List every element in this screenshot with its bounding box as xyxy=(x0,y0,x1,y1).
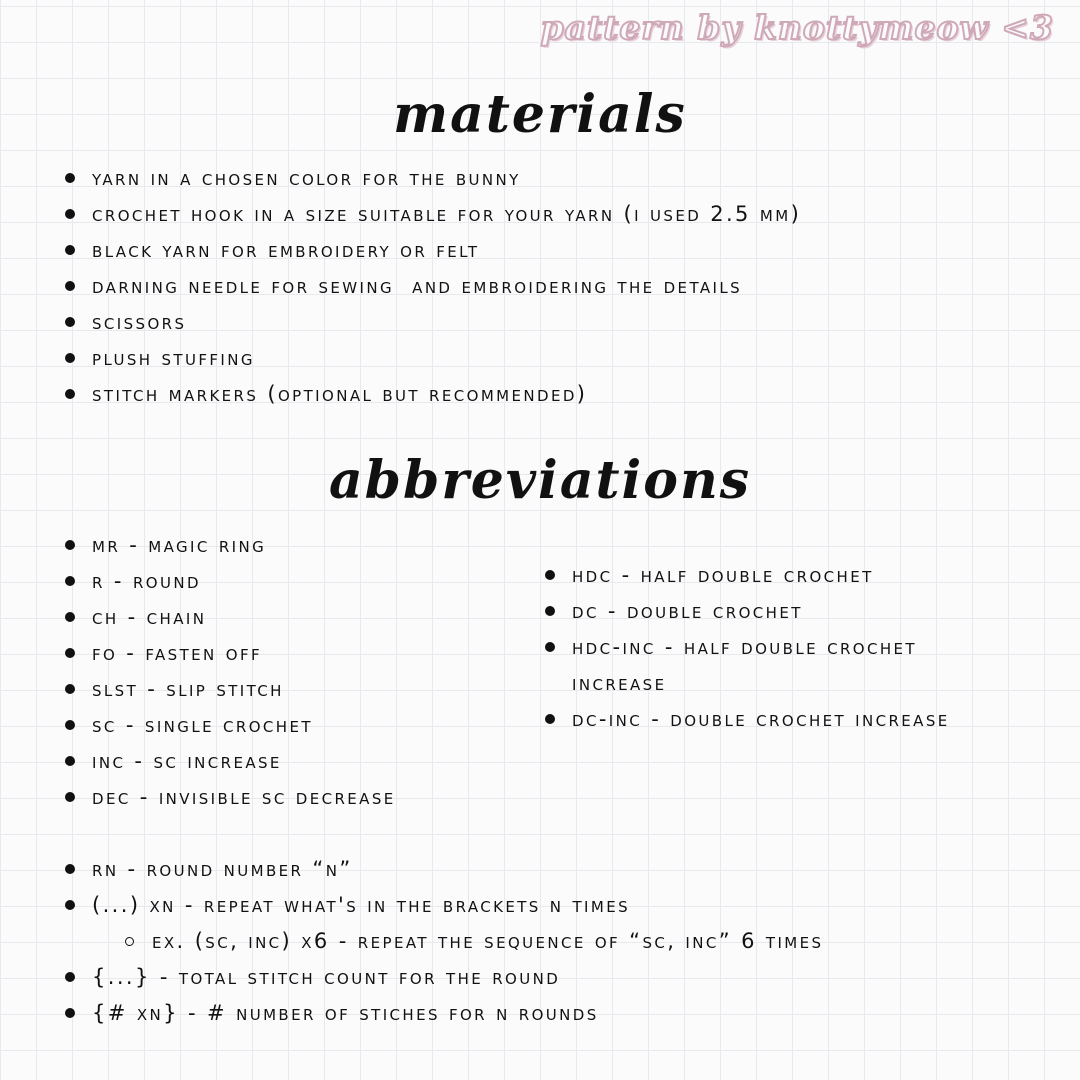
abbreviations-list-right xyxy=(542,557,962,737)
list-item: scissors xyxy=(62,304,801,340)
abbreviations-list-left xyxy=(62,527,396,815)
abbreviations-heading: abbreviations xyxy=(328,450,752,511)
list-item: hdc - half double crochet xyxy=(542,557,962,593)
materials-heading: materials xyxy=(393,84,687,145)
list-item: yarn in a chosen color for the bunny xyxy=(62,160,801,196)
list-item: black yarn for embroidery or felt xyxy=(62,232,801,268)
list-item: stitch markers (optional but recommended) xyxy=(62,376,801,412)
list-item: crochet hook in a size suitable for your yarn (i used 2.5 mm) xyxy=(62,196,801,232)
list-item: (...) xn - repeat what's in the brackets n times xyxy=(62,887,823,923)
list-item: plush stuffing xyxy=(62,340,801,376)
list-item: dc - double crochet xyxy=(542,593,962,629)
list-item: sc - single crochet xyxy=(62,707,396,743)
list-item: {# xn} - # number of stiches for n rounds xyxy=(62,995,823,1031)
materials-list xyxy=(62,160,801,412)
list-item: inc - sc increase xyxy=(62,743,396,779)
list-item: {...} - total stitch count for the round xyxy=(62,959,823,995)
list-item-example: ex. (sc, inc) x6 - repeat the sequence of “sc, inc” 6 times xyxy=(122,923,823,959)
list-item: darning needle for sewing and embroidering the details xyxy=(62,268,801,304)
notation-list xyxy=(62,851,823,1031)
pattern-credit: pattern by knottymeow <3 xyxy=(540,8,1054,47)
list-item: dec - invisible sc decrease xyxy=(62,779,396,815)
list-item: mr - magic ring xyxy=(62,527,396,563)
list-item: slst - slip stitch xyxy=(62,671,396,707)
list-item: hdc-inc - half double crochet increase xyxy=(542,629,962,701)
list-item: rn - round number “n” xyxy=(62,851,823,887)
list-item: fo - fasten off xyxy=(62,635,396,671)
list-item: dc-inc - double crochet increase xyxy=(542,701,962,737)
list-item: ch - chain xyxy=(62,599,396,635)
list-item: r - round xyxy=(62,563,396,599)
